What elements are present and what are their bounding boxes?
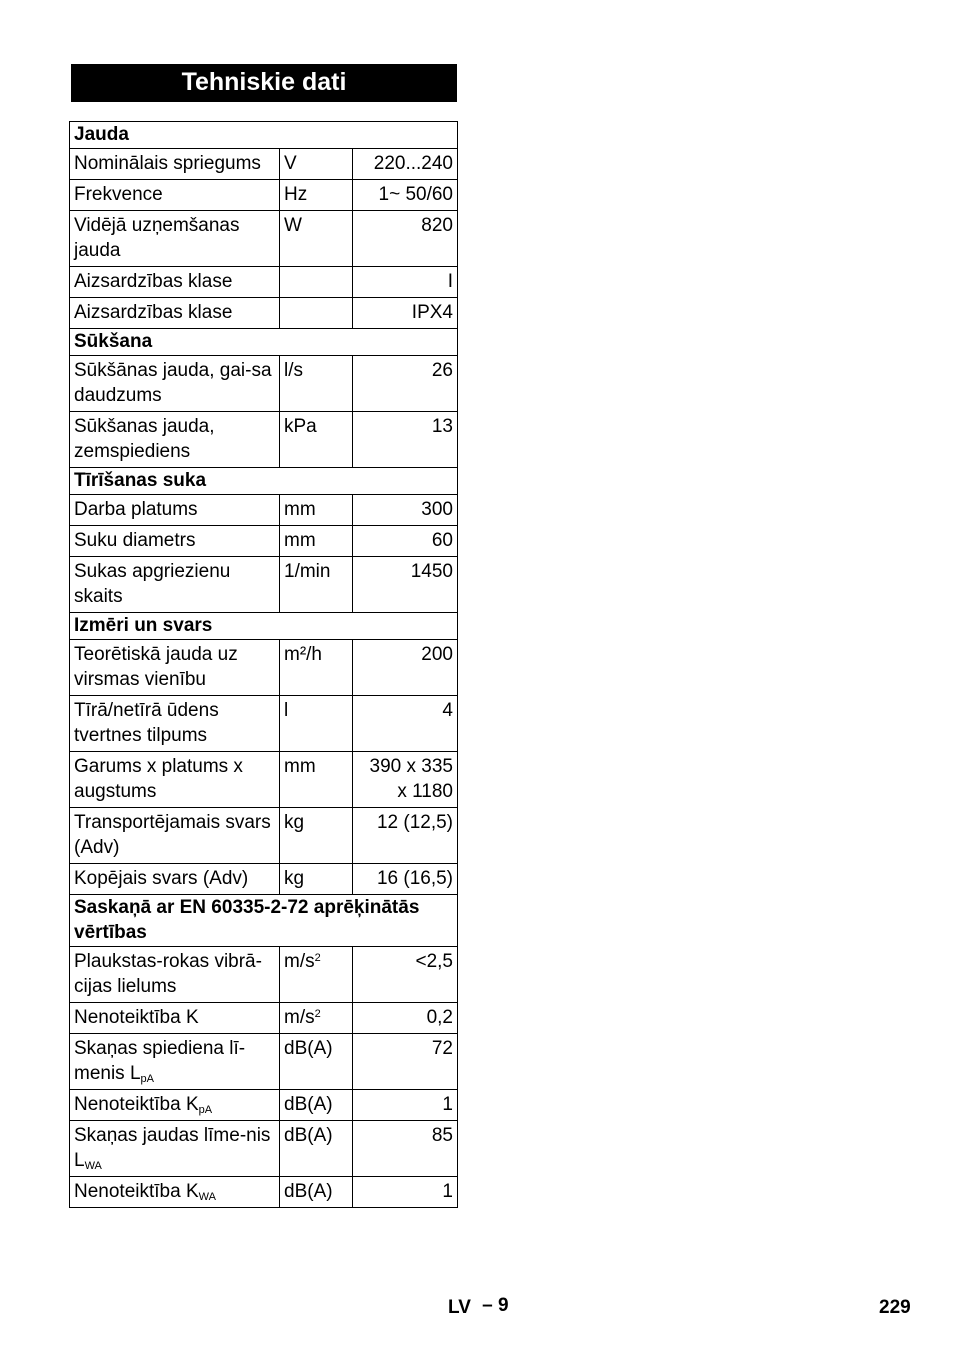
- spec-name-subscript: pA: [198, 1104, 213, 1116]
- section-heading: Sūkšana: [70, 329, 458, 356]
- spec-name: [70, 1090, 280, 1121]
- spec-name: [70, 180, 280, 211]
- spec-value: 85: [353, 1121, 458, 1177]
- table-row: [70, 180, 458, 211]
- spec-value: 60: [353, 526, 458, 557]
- spec-unit: [280, 1121, 353, 1177]
- table-row: [70, 1177, 458, 1208]
- spec-name: [70, 298, 280, 329]
- spec-unit-text: mm: [284, 499, 316, 520]
- technical-data-table: [69, 121, 458, 1208]
- spec-value: 390 x 335 x 1180: [353, 752, 458, 808]
- table-row: [70, 412, 458, 468]
- spec-unit: [280, 1090, 353, 1121]
- spec-name-text: Frekvence: [74, 184, 163, 205]
- spec-unit: [280, 211, 353, 267]
- spec-unit: [280, 495, 353, 526]
- spec-unit-text: kg: [284, 812, 305, 833]
- spec-unit-superscript: 2: [314, 1008, 321, 1020]
- spec-name: [70, 696, 280, 752]
- table-row: [70, 1090, 458, 1121]
- spec-unit: [280, 180, 353, 211]
- section-heading-row: [70, 329, 458, 356]
- spec-value: 72: [353, 1034, 458, 1090]
- table-row: [70, 495, 458, 526]
- spec-name-text: Garums x platums x augstums: [74, 756, 243, 802]
- page-title: Tehniskie dati: [71, 64, 457, 102]
- table-row: [70, 864, 458, 895]
- spec-name-text: Vidējā uzņemšanas jauda: [74, 215, 240, 261]
- spec-unit: [280, 298, 353, 329]
- table-row: [70, 640, 458, 696]
- spec-name: [70, 1121, 280, 1177]
- table-row: [70, 211, 458, 267]
- spec-name-subscript: pA: [140, 1073, 154, 1085]
- spec-value: 0,2: [353, 1003, 458, 1034]
- spec-value: 1: [353, 1090, 458, 1121]
- spec-name: [70, 864, 280, 895]
- spec-name-text: Sūkšanas jauda, zemspiediens: [74, 416, 215, 462]
- footer-section-page: – 9: [482, 1295, 509, 1316]
- spec-unit: [280, 149, 353, 180]
- spec-unit: [280, 267, 353, 298]
- spec-unit: [280, 356, 353, 412]
- spec-name-text: Nenoteiktība K: [74, 1094, 199, 1115]
- section-heading-row: [70, 468, 458, 495]
- spec-name-text: Suku diametrs: [74, 530, 196, 551]
- section-heading: Saskaņā ar EN 60335-2-72 aprēķinātās vērtības: [70, 895, 458, 947]
- spec-value: 1: [353, 1177, 458, 1208]
- spec-name-text: Tīrā/netīrā ūdens tvertnes tilpums: [74, 700, 219, 746]
- spec-name: [70, 356, 280, 412]
- table-row: [70, 752, 458, 808]
- spec-unit-text: l: [284, 700, 289, 721]
- spec-name-text: Kopējais svars (Adv): [74, 868, 249, 889]
- footer-language: LV: [448, 1297, 471, 1318]
- table-row: [70, 1034, 458, 1090]
- spec-unit-text: Hz: [284, 184, 308, 205]
- spec-value: 13: [353, 412, 458, 468]
- spec-name: [70, 640, 280, 696]
- table-row: [70, 808, 458, 864]
- spec-name-text: Skaņas spiediena lī-menis L: [74, 1038, 246, 1084]
- spec-unit: [280, 557, 353, 613]
- spec-unit: [280, 752, 353, 808]
- spec-name-text: Nominālais spriegums: [74, 153, 261, 174]
- spec-name: [70, 557, 280, 613]
- spec-name-text: Sukas apgriezienu skaits: [74, 561, 231, 607]
- spec-unit-text: dB(A): [284, 1094, 333, 1115]
- spec-unit-text: 1/min: [284, 561, 331, 582]
- spec-unit-text: kg: [284, 868, 305, 889]
- spec-unit-superscript: 2: [314, 952, 321, 964]
- section-heading-row: [70, 895, 458, 947]
- table-row: [70, 947, 458, 1003]
- spec-unit: [280, 412, 353, 468]
- spec-name: [70, 808, 280, 864]
- spec-unit-text: dB(A): [284, 1038, 333, 1059]
- spec-unit: [280, 696, 353, 752]
- section-heading: Izmēri un svars: [70, 613, 458, 640]
- spec-name: [70, 412, 280, 468]
- spec-unit-text: W: [284, 215, 302, 236]
- spec-name-text: Nenoteiktība K: [74, 1181, 199, 1202]
- section-heading: Tīrīšanas suka: [70, 468, 458, 495]
- spec-value: 1~ 50/60: [353, 180, 458, 211]
- spec-name-text: Skaņas jaudas līme-nis L: [74, 1125, 271, 1171]
- table-row: [70, 557, 458, 613]
- section-heading: Jauda: [70, 122, 458, 149]
- table-row: [70, 267, 458, 298]
- spec-name: [70, 752, 280, 808]
- footer-page-number: 229: [879, 1297, 911, 1318]
- spec-unit: [280, 947, 353, 1003]
- spec-name: [70, 526, 280, 557]
- spec-name-text: Sūkšānas jauda, gai-sa daudzums: [74, 360, 272, 406]
- spec-name-subscript: WA: [84, 1160, 102, 1172]
- spec-value: I: [353, 267, 458, 298]
- spec-unit: [280, 640, 353, 696]
- spec-unit-text: l/s: [284, 360, 303, 381]
- spec-value: 12 (12,5): [353, 808, 458, 864]
- table-row: [70, 696, 458, 752]
- spec-name-text: Darba platums: [74, 499, 198, 520]
- spec-value: 820: [353, 211, 458, 267]
- spec-name: [70, 495, 280, 526]
- spec-name: [70, 1034, 280, 1090]
- spec-unit-text: m²/h: [284, 644, 322, 665]
- spec-unit: [280, 1177, 353, 1208]
- spec-name: [70, 211, 280, 267]
- spec-unit: [280, 526, 353, 557]
- spec-unit-text: dB(A): [284, 1181, 333, 1202]
- spec-value: 1450: [353, 557, 458, 613]
- spec-value: <2,5: [353, 947, 458, 1003]
- spec-unit-text: mm: [284, 756, 316, 777]
- table-row: [70, 1121, 458, 1177]
- spec-name-subscript: WA: [198, 1191, 216, 1203]
- spec-unit-text: m/s: [284, 951, 315, 972]
- table-row: [70, 526, 458, 557]
- spec-unit: [280, 1003, 353, 1034]
- spec-name-text: Aizsardzības klase: [74, 271, 233, 292]
- spec-name-text: Aizsardzības klase: [74, 302, 233, 323]
- spec-unit-text: mm: [284, 530, 316, 551]
- spec-value: 300: [353, 495, 458, 526]
- spec-name: [70, 149, 280, 180]
- table-row: [70, 1003, 458, 1034]
- table-row: [70, 298, 458, 329]
- spec-value: 200: [353, 640, 458, 696]
- spec-value: 26: [353, 356, 458, 412]
- spec-unit: [280, 808, 353, 864]
- spec-value: IPX4: [353, 298, 458, 329]
- section-heading-row: [70, 613, 458, 640]
- spec-unit: [280, 864, 353, 895]
- spec-unit-text: V: [284, 153, 297, 174]
- table-row: [70, 356, 458, 412]
- section-heading-row: [70, 122, 458, 149]
- spec-name-text: Nenoteiktība K: [74, 1007, 199, 1028]
- spec-name-text: Teorētiskā jauda uz virsmas vienību: [74, 644, 238, 690]
- spec-unit-text: dB(A): [284, 1125, 333, 1146]
- spec-name: [70, 947, 280, 1003]
- spec-value: 4: [353, 696, 458, 752]
- spec-name: [70, 1177, 280, 1208]
- spec-name-text: Plaukstas-rokas vibrā-cijas lielums: [74, 951, 262, 997]
- spec-unit-text: kPa: [284, 416, 317, 437]
- spec-unit: [280, 1034, 353, 1090]
- table-row: [70, 149, 458, 180]
- spec-unit-text: m/s: [284, 1007, 315, 1028]
- spec-name: [70, 1003, 280, 1034]
- spec-name-text: Transportējamais svars (Adv): [74, 812, 271, 858]
- spec-value: 16 (16,5): [353, 864, 458, 895]
- spec-name: [70, 267, 280, 298]
- spec-value: 220...240: [353, 149, 458, 180]
- footer-language-page: [448, 1297, 509, 1319]
